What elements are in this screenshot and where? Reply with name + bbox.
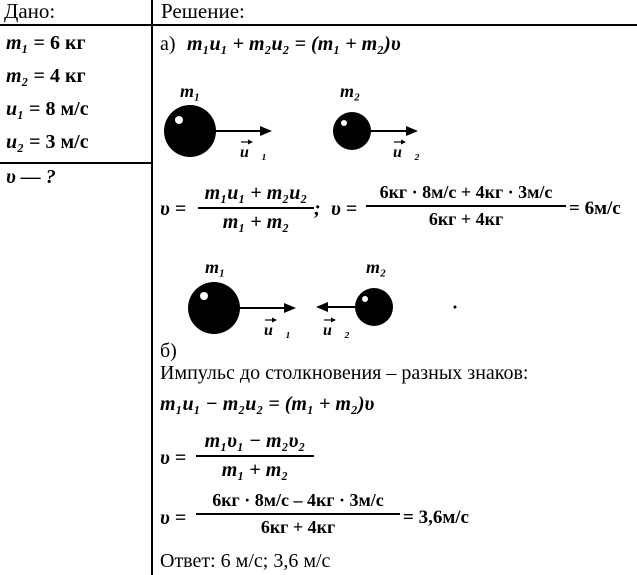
part-a-v-fraction: m₁u₁ + m₂u₂ m₁ + m₂ [198, 182, 314, 234]
ball-b2 [355, 288, 393, 326]
part-b-v2-result: = 3,6м/с [403, 507, 469, 528]
vec-b2-label: u⃗₂ [323, 322, 350, 339]
ball-a2-highlight [341, 120, 347, 126]
part-b-v-lhs: υ = [160, 447, 187, 469]
solution-heading: Решение: [161, 0, 245, 23]
part-a-label: а) [160, 33, 176, 55]
vec-a1-label: u⃗₁ [240, 144, 267, 161]
ball-a1-highlight [175, 116, 183, 124]
part-b-v2-lhs: υ = [160, 507, 187, 529]
ball-a1 [164, 105, 216, 157]
arrow-b2-head [316, 302, 328, 312]
ball-b1-label: m₁ [205, 257, 226, 277]
vec-b1-label: u⃗₁ [264, 322, 291, 339]
part-a-v2-lhs: υ = [331, 198, 358, 220]
given-m1: m₁ = 6 кг [6, 32, 86, 54]
part-a-momentum-eq: m₁u₁ + m₂u₂ = (m₁ + m₂)υ [187, 33, 401, 55]
vec-a2-label: u⃗₂ [393, 144, 420, 161]
ball-b2-label: m₂ [366, 257, 387, 277]
ball-b2-highlight [362, 296, 368, 302]
part-b-label: б) [160, 340, 177, 362]
part-b-v-fraction: m₁υ₁ − m₂υ₂ m₁ + m₂ [196, 430, 314, 482]
part-a-v-lhs: υ = [160, 198, 187, 220]
given-u1: u₁ = 8 м/с [6, 98, 89, 120]
part-b-note: Импульс до столкновения – разных знаков: [160, 362, 529, 384]
ball-a1-label: m₁ [180, 81, 201, 101]
ball-a2 [333, 112, 371, 150]
arrow-a1-head [260, 126, 272, 136]
part-b-momentum-eq: m₁u₁ − m₂u₂ = (m₁ + m₂)υ [160, 393, 375, 415]
given-heading: Дано: [4, 0, 56, 23]
part-a-v2-result: = 6м/с [569, 198, 621, 219]
given-u2: u₂ = 3 м/с [6, 131, 89, 153]
part-a-sep: ; [314, 198, 321, 220]
answer: Ответ: 6 м/с; 3,6 м/с [160, 550, 331, 572]
ball-b1-highlight [200, 292, 208, 300]
part-a-v2-fraction: 6кг · 8м/с + 4кг · 3м/с 6кг + 4кг [366, 182, 566, 230]
arrow-b1-head [284, 303, 296, 313]
ball-a2-label: m₂ [340, 81, 361, 101]
given-m2: m₂ = 4 кг [6, 65, 86, 87]
unknown-v: υ — ? [6, 166, 56, 188]
ball-b1 [188, 282, 240, 334]
part-b-v2-fraction: 6кг · 8м/с – 4кг · 3м/с 6кг + 4кг [196, 490, 400, 538]
arrow-a2-head [406, 126, 418, 136]
